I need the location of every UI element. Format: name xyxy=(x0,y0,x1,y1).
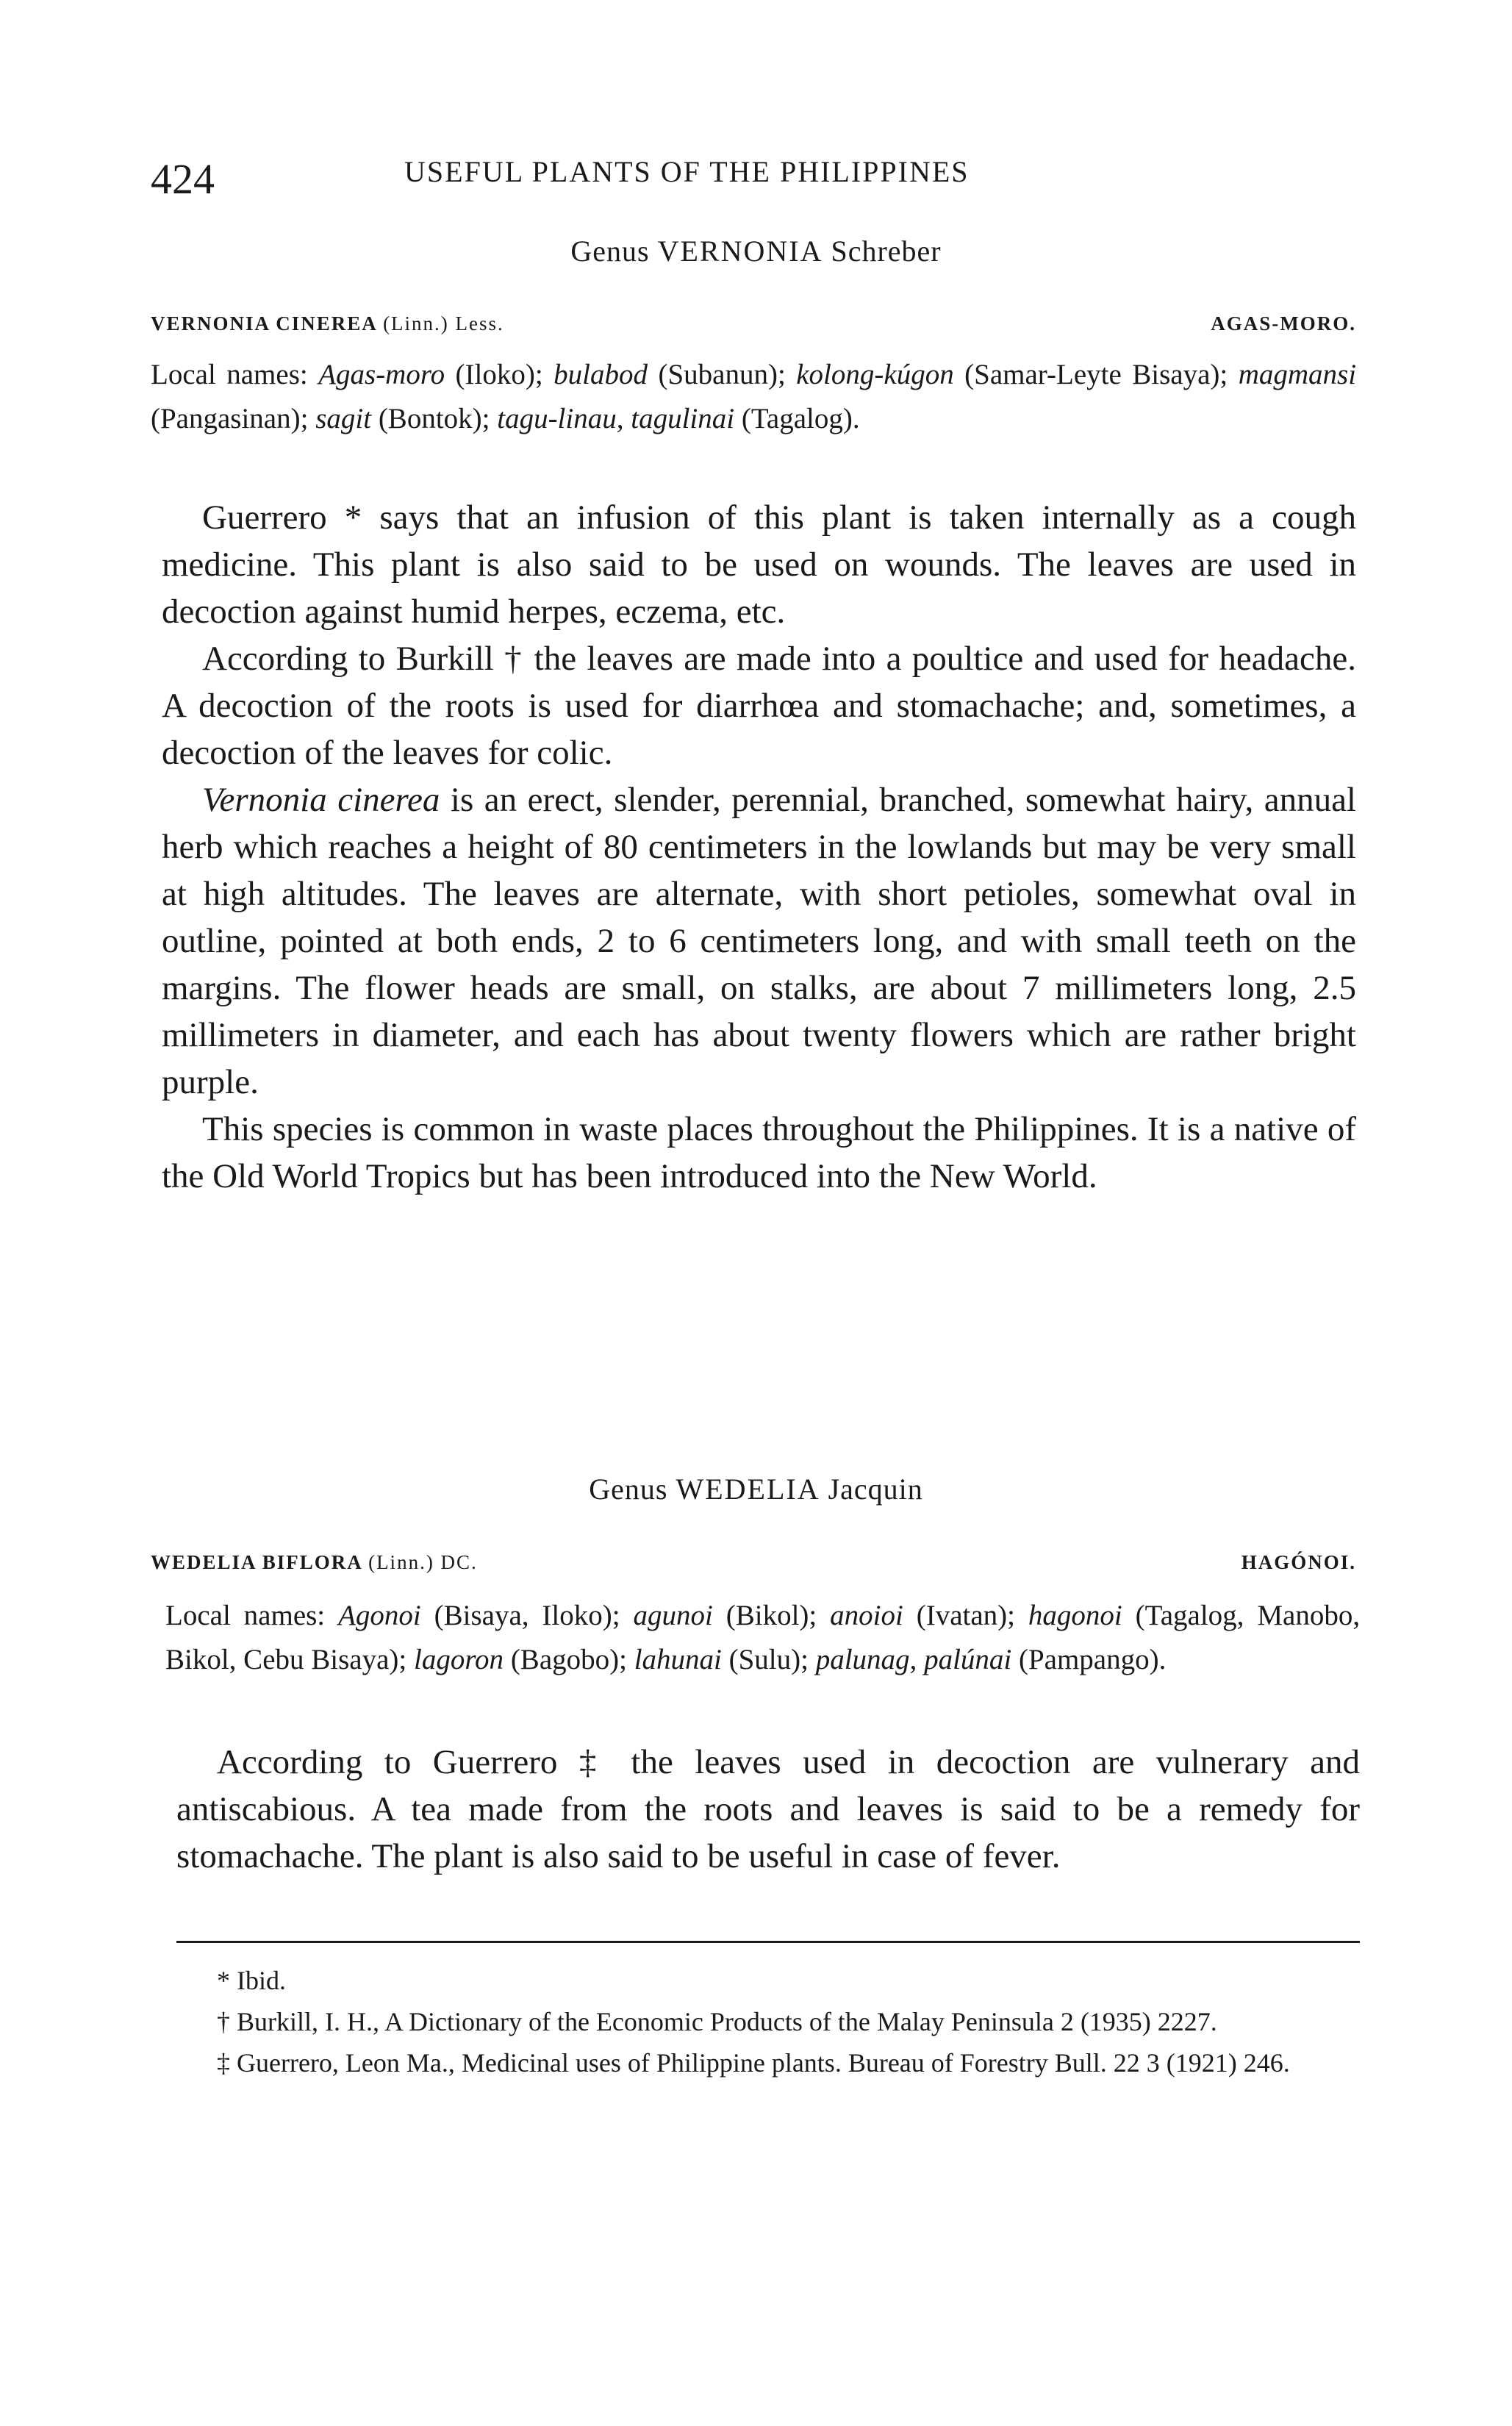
common-name: HAGÓNOI. xyxy=(1241,1551,1356,1573)
paragraph-description: Vernonia cinerea is an erect, slender, perennial, branched, somewhat hairy, annual herb which reaches a height of 80 centimeters in the lowlands but may be very small at high altitudes. The leaves are alternate, with short petioles, somewhat oval in outline, pointed at both ends, 2 to 6 centimeters long, and with small teeth on the margins. The flower heads are small, on stalks, are about 7 millimeters long, 2.5 millimeters in diameter, and each has about twenty flowers which are rather bright purple. xyxy=(162,781,1356,1101)
footnote: ‡ Guerrero, Leon Ma., Medicinal uses of Philippine plants. Bureau of Forestry Bull. 22 3 (1921) 246. xyxy=(217,2048,1290,2078)
genus-name: VERNONIA xyxy=(657,235,823,268)
paragraph: Guerrero * says that an infusion of this plant is taken internally as a cough medicine. This plant is also said to be used on wounds. The leaves are used in decoction against humid herpes, eczema, etc. xyxy=(162,498,1356,631)
species-line-wedelia xyxy=(151,1551,1356,1588)
footnote: * Ibid. xyxy=(217,1966,286,1995)
body-text-wedelia xyxy=(176,1739,1360,1880)
footnote: † Burkill, I. H., A Dictionary of the Economic Products of the Malay Peninsula 2 (1935) 2227. xyxy=(217,2007,1217,2036)
genus-heading-wedelia xyxy=(0,1472,1512,1506)
genus-prefix: Genus xyxy=(589,1473,668,1506)
genus-author: Jacquin xyxy=(828,1473,923,1506)
genus-prefix: Genus xyxy=(570,235,650,268)
running-head: USEFUL PLANTS OF THE PHILIPPINES xyxy=(404,155,970,188)
body-text-vernonia xyxy=(162,494,1356,1200)
genus-name: WEDELIA xyxy=(676,1473,820,1506)
page-number: 424 xyxy=(151,155,215,203)
paragraph: According to Guerrero ‡ the leaves used in decoction are vulnerary and antiscabious. A tea made from the roots and leaves is said to be a remedy for stomachache. The plant is also said to be useful in case of fever. xyxy=(176,1743,1360,1875)
local-names-vernonia: Local names: Agas-moro (Iloko); bulabod (Subanun); kolong-kúgon (Samar-Leyte Bisaya); magmansi (Pangasinan); sagit (Bontok); tagu-linau, tagulinai (Tagalog). xyxy=(151,359,1357,434)
species-name: VERNONIA CINEREA (Linn.) Less. xyxy=(151,312,504,334)
local-names-label: Local names: xyxy=(165,1600,326,1631)
species-name: WEDELIA BIFLORA (Linn.) DC. xyxy=(151,1551,478,1573)
local-names-label: Local names: xyxy=(151,359,308,390)
common-name: AGAS-MORO. xyxy=(1211,312,1356,334)
footnote-rule xyxy=(176,1941,1360,1943)
genus-heading-vernonia xyxy=(0,234,1512,268)
local-names-wedelia: Local names: Agonoi (Bisaya, Iloko); agunoi (Bikol); anoioi (Ivatan); hagonoi (Tagalog, Manobo, Bikol, Cebu Bisaya); lagoron (Bagobo); lahunai (Sulu); palunag, palúnai (Pampango). xyxy=(165,1600,1361,1675)
page-header xyxy=(151,140,1356,206)
paragraph: According to Burkill † the leaves are made into a poultice and used for headache. A decoction of the roots is used for diarrhœa and stomachache; and, sometimes, a decoction of the leaves for colic. xyxy=(162,640,1356,772)
footnotes xyxy=(176,1961,1360,2085)
paragraph: This species is common in waste places throughout the Philippines. It is a native of the Old World Tropics but has been introduced into the New World. xyxy=(162,1110,1356,1195)
genus-author: Schreber xyxy=(831,235,942,268)
species-line-vernonia xyxy=(151,312,1356,349)
